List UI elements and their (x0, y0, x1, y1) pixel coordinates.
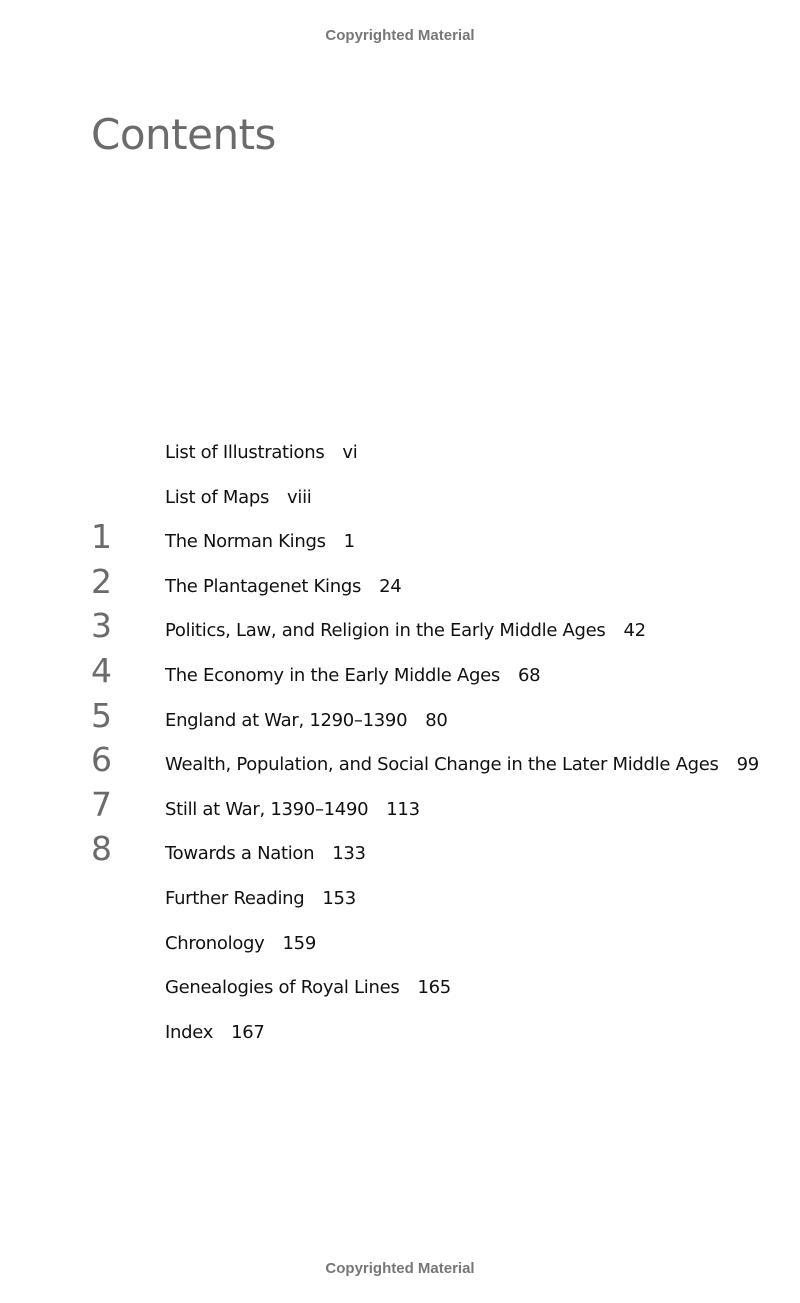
toc-entry[interactable] (0, 784, 800, 840)
entry-page-number: 153 (322, 887, 356, 909)
entry-line (165, 887, 356, 911)
entry-line (165, 575, 401, 599)
chapter-number: 8 (91, 829, 112, 869)
chapter-number: 3 (91, 606, 112, 646)
entry-page-number: vi (342, 442, 358, 463)
toc-entry[interactable] (0, 650, 800, 706)
entry-title[interactable]: Index (165, 1021, 214, 1043)
entry-page-number: 165 (417, 977, 451, 999)
entry-line (165, 753, 759, 777)
toc-entry[interactable] (0, 606, 800, 661)
entry-title[interactable]: Still at War, 1390–1490 (165, 798, 369, 820)
toc-entry[interactable] (0, 438, 800, 483)
chapter-number: 2 (91, 561, 112, 601)
copyright-watermark-bottom: Copyrighted Material (325, 1260, 475, 1277)
entry-line (165, 798, 420, 822)
page-title: Contents (91, 110, 276, 160)
copyright-watermark-top: Copyrighted Material (325, 27, 475, 44)
entry-page-number: 99 (736, 754, 759, 776)
entry-line (165, 664, 540, 688)
entry-page-number: 1 (343, 531, 355, 553)
entry-title[interactable]: Towards a Nation (165, 843, 315, 865)
entry-page-number: 24 (379, 575, 402, 597)
entry-title[interactable]: Genealogies of Royal Lines (165, 977, 400, 999)
chapter-number: 7 (91, 784, 112, 824)
entry-line (165, 932, 316, 956)
entry-page-number: 80 (425, 709, 448, 731)
entry-title[interactable]: List of Maps (165, 486, 270, 508)
toc-entry[interactable] (0, 517, 800, 572)
entry-line (165, 976, 451, 1000)
entry-title[interactable]: Politics, Law, and Religion in the Early Middle Ages (165, 620, 606, 642)
entry-title[interactable]: List of Illustrations (165, 442, 325, 463)
entry-page-number: 113 (386, 798, 420, 820)
entry-page-number: 133 (332, 843, 366, 865)
entry-line (165, 486, 312, 510)
chapter-number: 1 (91, 517, 112, 557)
entry-line (165, 842, 366, 866)
toc-entry[interactable] (0, 1018, 800, 1063)
entry-title[interactable]: Further Reading (165, 887, 305, 909)
toc-entry[interactable] (0, 884, 800, 929)
entry-title[interactable]: The Norman Kings (165, 531, 326, 553)
chapter-number: 5 (91, 695, 112, 735)
toc-entry[interactable] (0, 483, 800, 528)
toc-entry[interactable] (0, 740, 800, 795)
chapter-number: 4 (91, 650, 112, 690)
chapter-number: 6 (91, 740, 112, 780)
entry-page-number: 159 (282, 932, 316, 954)
toc-entry[interactable] (0, 561, 800, 617)
toc-entry[interactable] (0, 695, 800, 751)
entry-title[interactable]: England at War, 1290–1390 (165, 709, 408, 731)
table-of-contents (0, 438, 800, 1062)
entry-line (165, 1021, 265, 1045)
entry-title[interactable]: The Economy in the Early Middle Ages (165, 664, 500, 686)
entry-title[interactable]: Chronology (165, 932, 265, 954)
entry-line (165, 441, 357, 465)
entry-title[interactable]: Wealth, Population, and Social Change in the Later Middle Ages (165, 754, 719, 776)
entry-line (165, 619, 646, 643)
entry-page-number: 167 (231, 1021, 265, 1043)
entry-page-number: 68 (517, 664, 541, 686)
entry-page-number: 42 (623, 620, 646, 642)
toc-entry[interactable] (0, 829, 800, 884)
toc-entry[interactable] (0, 929, 800, 974)
toc-entry[interactable] (0, 973, 800, 1018)
entry-line (165, 530, 355, 554)
entry-page-number: viii (287, 486, 312, 508)
entry-line (165, 709, 448, 733)
entry-title[interactable]: The Plantagenet Kings (165, 575, 362, 597)
